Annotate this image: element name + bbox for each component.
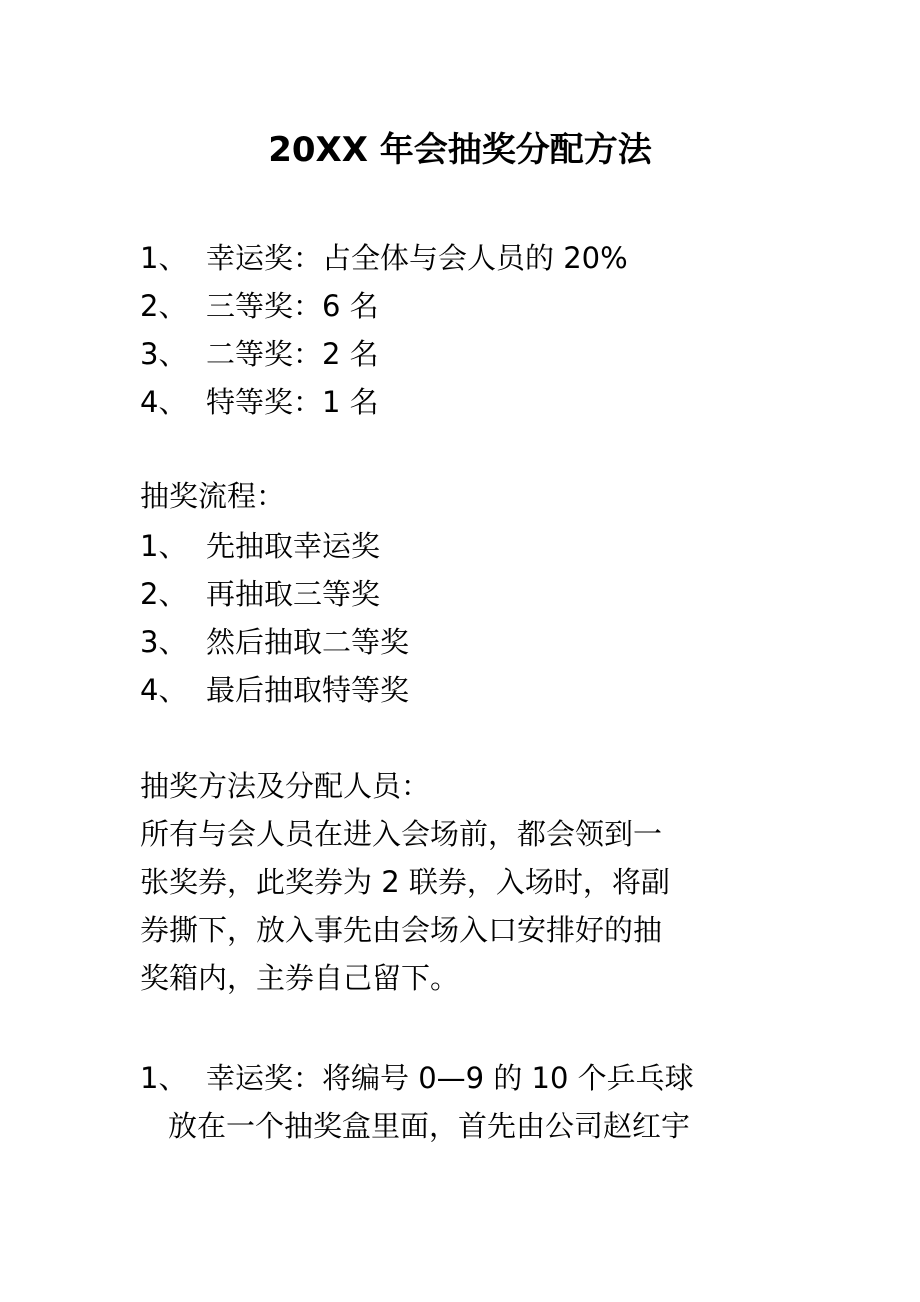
- step-text: 然后抽取二等奖: [206, 625, 410, 659]
- step-number: 1、: [140, 529, 188, 563]
- detail-number: 1、: [140, 1061, 188, 1095]
- prize-text: 特等奖：1 名: [206, 385, 379, 419]
- step-number: 4、: [140, 673, 188, 707]
- document-title: 20XX 年会抽奖分配方法: [268, 130, 652, 170]
- step-text: 再抽取三等奖: [206, 577, 381, 611]
- prize-number: 2、: [140, 289, 188, 323]
- prize-item: [140, 382, 379, 422]
- prize-item: [140, 334, 379, 374]
- step-text: 先抽取幸运奖: [206, 529, 381, 563]
- process-step: [140, 622, 409, 662]
- prize-number: 3、: [140, 337, 188, 371]
- method-paragraph-line: 所有与会人员在进入会场前，都会领到一: [140, 817, 663, 851]
- prize-item: [140, 238, 628, 278]
- prize-number: 4、: [140, 385, 188, 419]
- detail-text: 幸运奖：将编号 0—9 的 10 个乒乓球: [206, 1061, 694, 1095]
- detail-continuation: 放在一个抽奖盒里面，首先由公司赵红宇: [168, 1109, 691, 1143]
- method-paragraph-line: 奖箱内，主券自己留下。: [140, 961, 460, 995]
- method-paragraph-line: 券撕下，放入事先由会场入口安排好的抽: [140, 913, 663, 947]
- process-step: [140, 670, 409, 710]
- process-heading: 抽奖流程：: [140, 479, 286, 513]
- step-number: 2、: [140, 577, 188, 611]
- step-text: 最后抽取特等奖: [206, 673, 410, 707]
- process-step: [140, 574, 380, 614]
- method-heading: 抽奖方法及分配人员：: [140, 769, 431, 803]
- prize-number: 1、: [140, 241, 188, 275]
- process-step: [140, 526, 380, 566]
- method-paragraph-line: 张奖券，此奖券为 2 联券，入场时，将副: [140, 865, 670, 899]
- prize-item: [140, 286, 379, 326]
- detail-item: [140, 1058, 694, 1098]
- prize-text: 幸运奖：占全体与会人员的 20%: [206, 241, 628, 275]
- prize-text: 二等奖：2 名: [206, 337, 379, 371]
- step-number: 3、: [140, 625, 188, 659]
- prize-text: 三等奖：6 名: [206, 289, 379, 323]
